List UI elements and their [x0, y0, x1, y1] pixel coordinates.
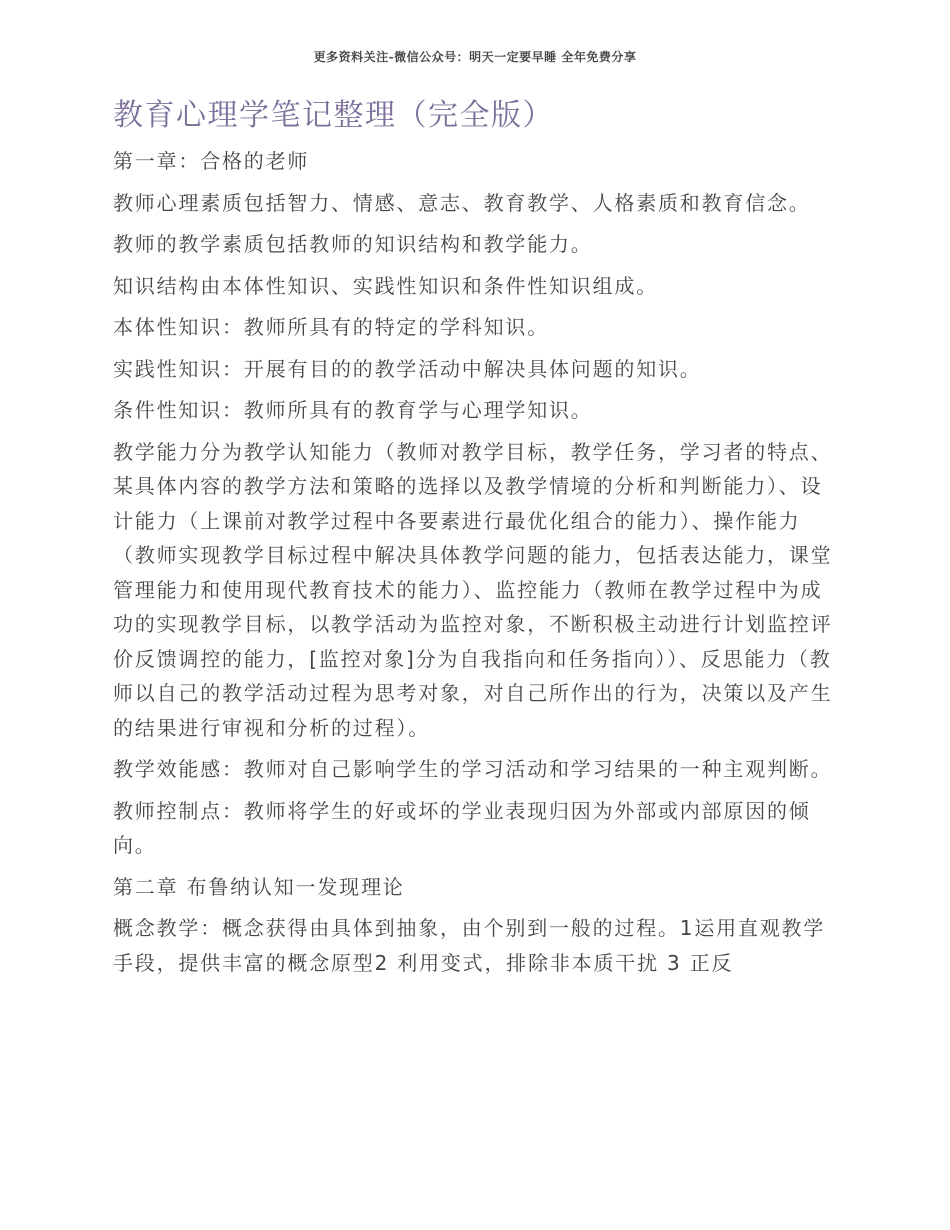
- paragraph: 概念教学：概念获得由具体到抽象，由个别到一般的过程。1运用直观教学手段，提供丰富的概念原型2 利用变式，排除非本质干扰 3 正反: [113, 916, 826, 975]
- page-header: 更多资料关注-微信公众号：明天一定要早睡 全年免费分享: [313, 50, 637, 64]
- paragraph: 教学能力分为教学认知能力（教师对教学目标，教学任务，学习者的特点、某具体内容的教学方法和策略的选择以及教学情境的分析和判断能力）、设计能力（上课前对教学过程中各要素进行最优化组合的能力）、操作能力（教师实现教学目标过程中解决具体教学问题的能力，包括表达能力，课堂管理能力和使用现代教育技术的能力）、监控能力（教师在教学过程中为成功的实现教学目标，以教学活动为监控对象，不断积极主动进行计划监控评价反馈调控的能力，[监控对象]分为自我指向和任务指向））、反思能力（教师以自己的教学活动过程为思考对象，对自己所作出的行为，决策以及产生的结果进行审视和分析的过程）。: [113, 439, 833, 740]
- chapter-heading: 第一章：合格的老师: [113, 149, 310, 173]
- document-body: [113, 96, 841, 987]
- paragraph: 教师控制点：教师将学生的好或坏的学业表现归因为外部或内部原因的倾向。: [113, 798, 811, 857]
- paragraph: 教师心理素质包括智力、情感、意志、教育教学、人格素质和教育信念。: [113, 190, 811, 215]
- paragraph: 知识结构由本体性知识、实践性知识和条件性知识组成。: [113, 273, 658, 298]
- document-title: 教育心理学笔记整理（完全版）: [113, 98, 554, 133]
- paragraph: 本体性知识：教师所具有的特定的学科知识。: [113, 315, 549, 339]
- paragraph: 教师的教学素质包括教师的知识结构和教学能力。: [113, 232, 593, 256]
- paragraph: 实践性知识：开展有目的的教学活动中解决具体问题的知识。: [113, 356, 702, 381]
- paragraph: 条件性知识：教师所具有的教育学与心理学知识。: [113, 398, 593, 422]
- paragraph: 教学效能感：教师对自己影响学生的学习活动和学习结果的一种主观判断。: [113, 757, 833, 781]
- chapter-heading: 第二章 布鲁纳认知一发现理论: [113, 874, 405, 899]
